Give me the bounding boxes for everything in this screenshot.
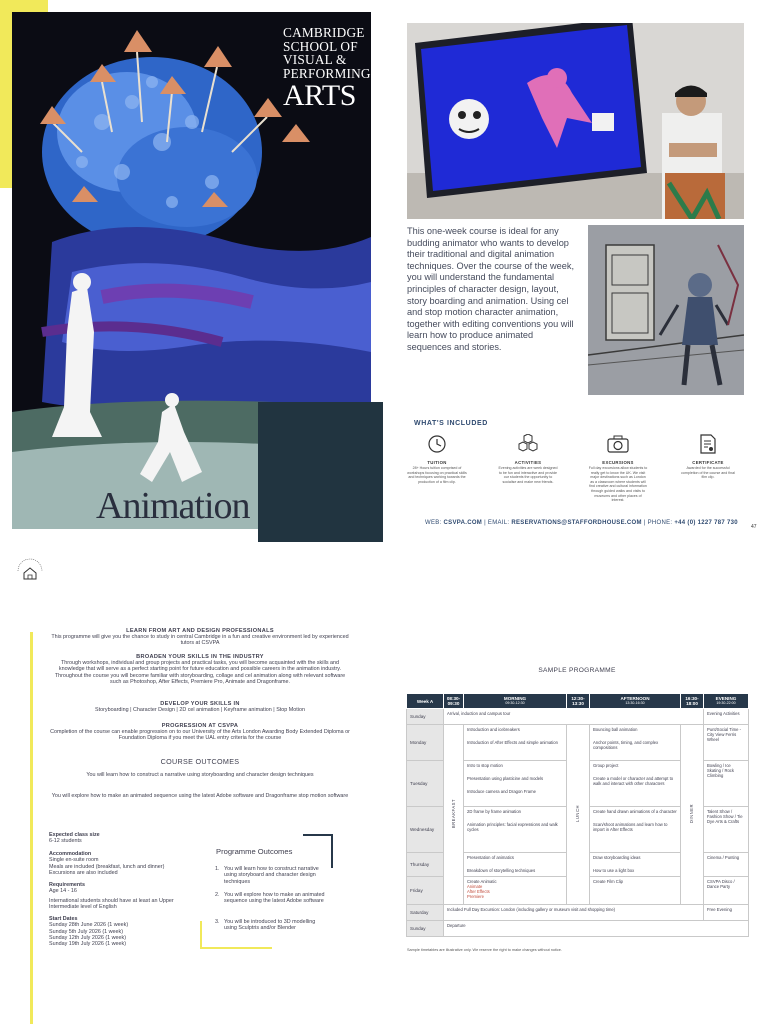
- detail-line: Single en-suite room: [49, 857, 99, 864]
- header-morning: [464, 694, 567, 709]
- table-row: [407, 905, 749, 921]
- detail-label: Requirements: [49, 882, 85, 888]
- included-desc: Full day excursions allow students to really get to know the UK. We visit major destinations such as London as a classroom where students will find creative and cultural information through guided walks and visits to museums and other places of interest.: [588, 466, 648, 503]
- programme-outcomes-title: Programme Outcomes: [216, 847, 293, 856]
- activity-text: Create Animatic: [467, 879, 497, 884]
- section-heading: DEVELOP YOUR SKILLS IN: [160, 701, 240, 707]
- contact-line: [425, 520, 738, 526]
- activity-text: Scan/shoot animations and learn how to import in After Effects: [593, 822, 668, 833]
- activity-text: Anchor points, timing, and complex compositions: [593, 740, 659, 751]
- header-afternoon: [590, 694, 681, 709]
- evening-cell: Talent Show / Fashion Show / Tie Dye Arts & Crafts: [704, 807, 749, 853]
- blocks-icon: [498, 432, 558, 456]
- phone-label: PHONE:: [647, 520, 673, 526]
- afternoon-cell: [590, 807, 681, 853]
- sketch-photo: [588, 225, 744, 395]
- brand-line-3: VISUAL &: [283, 52, 347, 68]
- brand-line-5: ARTS: [283, 79, 356, 113]
- clock-icon: [407, 432, 467, 456]
- day-cell: Tuesday: [407, 761, 444, 807]
- camera-icon: [588, 432, 648, 456]
- programme-outcome-3: [215, 919, 328, 932]
- sample-programme-title: SAMPLE PROGRAMME: [538, 667, 616, 674]
- accommodation-block: [49, 851, 209, 876]
- software-item: After Effects: [467, 889, 490, 895]
- table-row: [407, 725, 749, 761]
- whats-included-title: WHAT'S INCLUDED: [414, 420, 488, 427]
- timetable: [406, 693, 749, 937]
- email-label: EMAIL:: [487, 520, 510, 526]
- course-outcome-1: You will learn how to construct a narrative using storyboarding and character design techniques: [86, 772, 314, 778]
- activity-text: Introduce camera and Dragon Frame: [467, 789, 536, 795]
- yellow-accent-bar: [30, 632, 33, 1024]
- morning-cell: [464, 877, 567, 905]
- included-item-excursions: [588, 432, 648, 503]
- activity-text: Presentation of animatics: [467, 855, 515, 860]
- activity-text: 2D frame by frame animation: [467, 809, 521, 814]
- table-row: [407, 709, 749, 725]
- header-lunch-time: 12:30-13:30: [567, 694, 590, 709]
- section-text: Storyboarding | Character Design | 2D cel animation | Keyframe animation | Stop Motion: [95, 707, 305, 713]
- included-label: ACTIVITIES: [514, 460, 542, 465]
- lunch-label: LUNCH: [575, 805, 581, 823]
- header-morning-time: 09:30-12:30: [505, 701, 525, 705]
- activity-text: Introduction and icebreakers: [467, 727, 520, 732]
- detail-line: Age 14 - 16: [49, 888, 77, 895]
- section-text: Completion of the course can enable progression on to our University of the Arts London Awarding Body Extended Diploma or Foundation Diploma if you meet the UAL entry criteria for the course: [50, 729, 350, 742]
- evening-cell: Cinema / Punting: [704, 853, 749, 877]
- section-learn: [50, 628, 350, 647]
- included-label: EXCURSIONS: [602, 460, 634, 465]
- school-logo: [283, 26, 373, 112]
- departure-cell: Departure: [444, 921, 749, 937]
- certificate-icon: [678, 432, 738, 456]
- section-heading: PROGRESSION AT CSVPA: [161, 723, 239, 729]
- outcome-text: You will explore how to make an animated sequence using the latest Adobe software: [224, 892, 325, 905]
- intro-text: This one-week course is ideal for any budding animator who wants to develop their traditional and digital animation techniques. Over the course of the week, you will understand the fundamental principles of character design, layout, story boarding and animation. Using cel and stop motion character animation, together with editing conventions you will learn how to produce animated sequences and stories.: [407, 226, 574, 352]
- breakfast-column: [444, 725, 464, 905]
- software-item: Animate: [467, 884, 483, 890]
- afternoon-cell: [590, 877, 681, 905]
- phone-number[interactable]: +44 (0) 1227 787 730: [674, 520, 738, 526]
- detail-line: Meals are included (breakfast, lunch and dinner): [49, 863, 165, 870]
- header-afternoon-label: AFTERNOON: [620, 696, 650, 701]
- timetable-header-row: [407, 694, 749, 709]
- day-cell: Friday: [407, 877, 444, 905]
- included-desc: Evening activities are week designed to be fun and interactive and provide our students the opportunity to socialise and make new friends.: [498, 466, 558, 484]
- detail-line: Sunday 19th July 2026 (1 week): [49, 941, 127, 948]
- character-sketch-illustration: [588, 225, 744, 395]
- dinner-column: [681, 725, 704, 905]
- header-afternoon-time: 13:30-16:30: [625, 701, 645, 705]
- evening-cell: Evening Activities: [704, 709, 749, 725]
- section-text: Through workshops, individual and group projects and practical tasks, you will become acquainted with the skills and knowledge that will serve as a perfect starting point for future education and possible careers in the animation industry. Throughout the course you will become familiar with storyboarding, collage and cel animation along with relevant software such as Photoshop, After Effects, Premiere Pro, Animate and Dragonframe.: [54, 660, 346, 685]
- course-outcomes-heading: COURSE OUTCOMES: [160, 757, 240, 766]
- header-evening: [704, 694, 749, 709]
- school-seal-logo: [14, 555, 46, 587]
- activity-text: Introduction of After Effects and simple animation: [467, 740, 558, 746]
- contact-separator: |: [643, 520, 646, 526]
- web-label: WEB:: [425, 520, 442, 526]
- day-cell: Sunday: [407, 921, 444, 937]
- included-label: CERTIFICATE: [692, 460, 724, 465]
- detail-label: Expected class size: [49, 832, 100, 838]
- day-cell: Wednesday: [407, 807, 444, 853]
- web-link[interactable]: CSVPA.COM: [443, 520, 483, 526]
- detail-line: 6-12 students: [49, 838, 82, 845]
- afternoon-cell: [590, 853, 681, 877]
- afternoon-cell: [590, 761, 681, 807]
- activity-text: Presentation using plasticine and models: [467, 776, 544, 782]
- included-desc: 28+ Hours tuition comprised of workshops focusing on practical skills and techniques working towards the production of a film clip.: [407, 466, 467, 484]
- box-corner-dark: [303, 834, 333, 868]
- section-heading: LEARN FROM ART AND DESIGN PROFESSIONALS: [126, 628, 274, 634]
- arrival-cell: Arrival, induction and campus tour: [444, 709, 704, 725]
- morning-cell: [464, 807, 567, 853]
- activity-text: Animation principles: facial expressions and walk cycles: [467, 822, 558, 833]
- day-cell: Sunday: [407, 709, 444, 725]
- day-cell: Saturday: [407, 905, 444, 921]
- detail-line: Excursions are also included: [49, 869, 118, 876]
- brand-line-4: PERFORMING: [283, 65, 371, 81]
- table-row: [407, 921, 749, 937]
- evening-cell: CSVPA Disco / Dance Party: [704, 877, 749, 905]
- afternoon-cell: [590, 725, 681, 761]
- detail-line: Sunday 12th July 2026 (1 week): [49, 934, 127, 941]
- header-evening-label: EVENING: [715, 696, 737, 701]
- detail-label: Accommodation: [49, 851, 92, 857]
- included-label: TUITION: [427, 460, 447, 465]
- timetable-footnote: Sample timetables are illustrative only. We reserve the right to make changes without notice.: [407, 948, 562, 952]
- software-item: Premiere: [467, 894, 484, 900]
- included-item-certificate: [678, 432, 738, 480]
- dinner-label: DINNER: [689, 804, 695, 824]
- activity-text: How to use a light box: [593, 868, 635, 874]
- activity-text: Breakdown of storytelling techniques: [467, 868, 536, 874]
- header-morning-label: MORNING: [503, 696, 527, 701]
- activity-text: Create hand drawn animations of a character: [593, 809, 677, 814]
- section-develop: [50, 701, 350, 713]
- outcome-number: 3.: [215, 919, 220, 925]
- included-desc: Awarded for the successful completion of the course and final film clip.: [681, 466, 735, 480]
- header-evening-time: 19:30-22:00: [716, 701, 736, 705]
- outcome-text: You will be introduced to 3D modelling using Sculptris and/or Blender: [224, 919, 316, 932]
- detail-line: Sunday 5th July 2026 (1 week): [49, 928, 124, 935]
- evening-cell: Bowling / Ice Skating / Rock Climbing: [704, 761, 749, 807]
- morning-cell: [464, 853, 567, 877]
- detail-label: Start Dates: [49, 916, 78, 922]
- activity-text: Create a model or character and attempt to walk and interact with other characters: [593, 776, 674, 787]
- activity-text: Intro to stop motion: [467, 763, 503, 768]
- included-item-activities: [498, 432, 558, 484]
- header-week: Week A: [407, 694, 444, 709]
- cover-title: Animation: [96, 485, 250, 527]
- evening-cell: Punt/Social Time - City View Ferris Wheel: [704, 725, 749, 761]
- excursion-cell: Included Full Day Excursion: London (including gallery or museum visit and shopping time): [444, 905, 704, 921]
- programme-outcome-1: [215, 866, 328, 885]
- detail-line: Sunday 28th June 2026 (1 week): [49, 922, 129, 929]
- start-dates-block: [49, 916, 209, 947]
- requirements-block: [49, 882, 209, 895]
- morning-cell: [464, 725, 567, 761]
- day-cell: Monday: [407, 725, 444, 761]
- page-number: 47: [751, 524, 757, 530]
- breakfast-label: BREAKFAST: [450, 799, 456, 829]
- lunch-column: [567, 725, 590, 905]
- header-dinner-time: 16:30-18:00: [681, 694, 704, 709]
- activity-text: Create Film Clip: [593, 879, 624, 884]
- activity-text: Bouncing ball animation: [593, 727, 638, 732]
- tutor-photo: [407, 23, 744, 219]
- brand-line-2: SCHOOL OF: [283, 38, 358, 54]
- outcome-text: You will learn how to construct narrative using storyboard and character design techniques: [224, 866, 319, 885]
- activity-text: Group project: [593, 763, 619, 768]
- outcome-number: 2.: [215, 892, 220, 898]
- programme-outcome-2: [215, 892, 328, 905]
- activity-text: Draw storyboarding ideas: [593, 855, 641, 860]
- email-link[interactable]: RESERVATIONS@STAFFORDHOUSE.COM: [511, 520, 642, 526]
- class-size-block: [49, 832, 209, 845]
- brand-line-1: CAMBRIDGE: [283, 25, 365, 40]
- section-progression: [50, 723, 350, 742]
- included-item-tuition: [407, 432, 467, 484]
- requirements-english: International students should have at least an Upper Intermediate level of English: [49, 898, 174, 911]
- evening-cell: Free Evening: [704, 905, 749, 921]
- section-text: This programme will give you the chance to study in central Cambridge in a fun and creative environment led by experienced tutors at CSVPA: [51, 634, 349, 647]
- course-outcome-2: You will explore how to make an animated sequence using the latest Adobe software and Dragonframe stop motion software: [51, 793, 349, 799]
- section-heading: BROADEN YOUR SKILLS IN THE INDUSTRY: [136, 654, 264, 660]
- tutor-screen-illustration: [407, 23, 744, 219]
- day-cell: Thursday: [407, 853, 444, 877]
- morning-cell: [464, 761, 567, 807]
- outcome-number: 1.: [215, 866, 220, 872]
- frame-accent: [258, 402, 383, 542]
- section-broaden: [50, 654, 350, 685]
- header-breakfast-time: 08:30-09:30: [444, 694, 464, 709]
- contact-separator: |: [484, 520, 486, 526]
